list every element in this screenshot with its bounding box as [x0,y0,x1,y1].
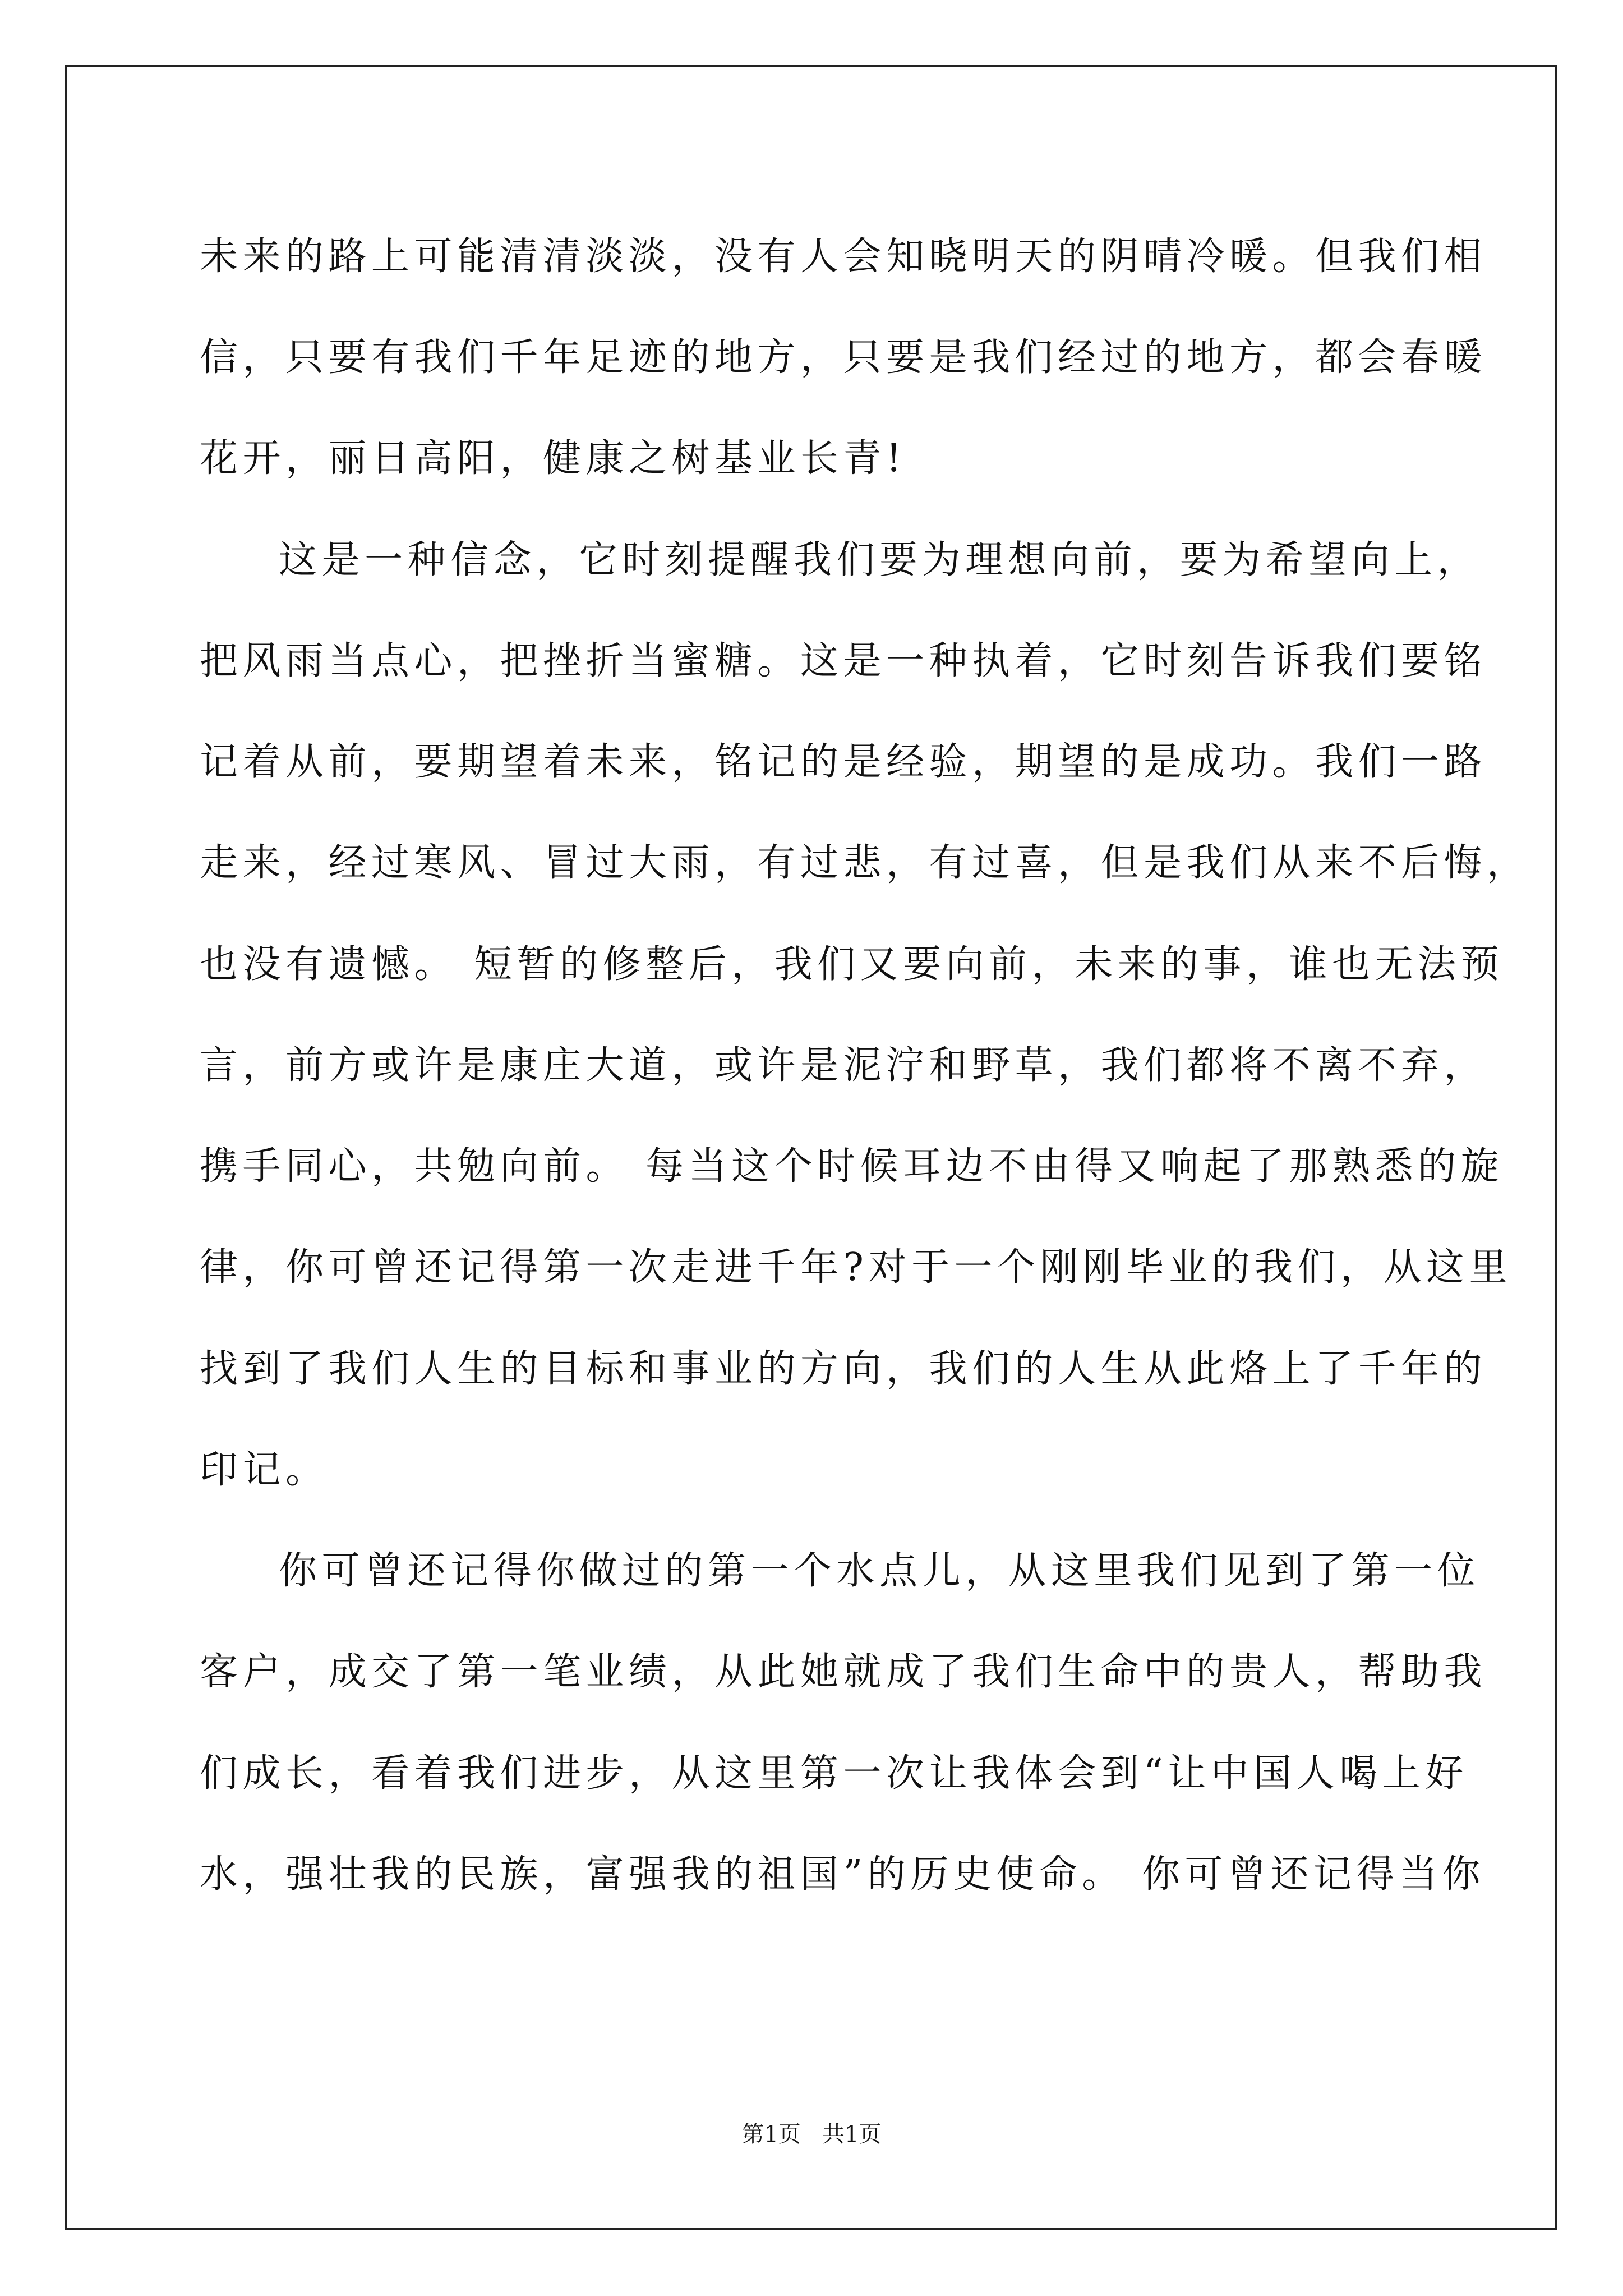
paragraph-start-line: 这是一种信念，它时刻提醒我们要为理想向前，要为希望向上， [279,538,1481,582]
text-line: 印记。 [200,1448,329,1492]
text-line: 找到了我们人生的目标和事业的方向，我们的人生从此烙上了千年的 [200,1347,1487,1391]
text-line: 记着从前，要期望着未来，铭记的是经验，期望的是成功。我们一路 [200,740,1487,784]
page-footer: 第1页 共1页 [741,2122,882,2147]
text-line: 律，你可曾还记得第一次走进千年?对于一个刚刚毕业的我们，从这里 [200,1245,1512,1290]
paragraph-start-line: 你可曾还记得你做过的第一个水点儿，从这里我们见到了第一位 [279,1549,1481,1593]
text-line: 水，强壮我的民族，富强我的祖国”的历史使命。 你可曾还记得当你 [200,1852,1485,1897]
text-line: 客户，成交了第一笔业绩，从此她就成了我们生命中的贵人，帮助我 [200,1650,1487,1694]
text-line: 言，前方或许是康庄大道，或许是泥泞和野草，我们都将不离不弃， [200,1043,1487,1088]
text-line: 们成长，看着我们进步，从这里第一次让我体会到“让中国人喝上好 [200,1751,1468,1796]
text-line: 花开，丽日高阳，健康之树基业长青! [200,436,906,481]
text-line: 未来的路上可能清清淡淡，没有人会知晓明天的阴晴冷暖。但我们相 [200,234,1487,279]
text-line: 把风雨当点心，把挫折当蜜糖。这是一种执着，它时刻告诉我们要铭 [200,639,1487,683]
text-line: 信，只要有我们千年足迹的地方，只要是我们经过的地方，都会春暖 [200,335,1487,380]
text-line: 也没有遗憾。 短暂的修整后，我们又要向前，未来的事，谁也无法预 [200,942,1504,987]
text-line: 携手同心，共勉向前。 每当这个时候耳边不由得又响起了那熟悉的旋 [200,1144,1504,1189]
text-line: 走来，经过寒风、冒过大雨，有过悲，有过喜，但是我们从来不后悔， [200,841,1530,885]
